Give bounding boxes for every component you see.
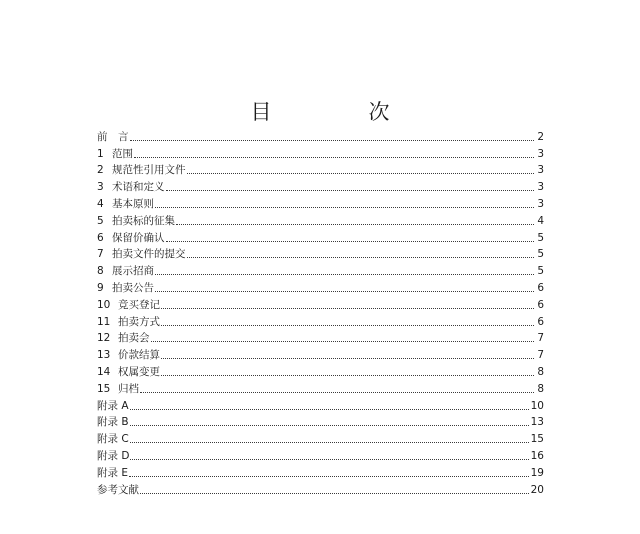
toc-entry-number: 2 (97, 164, 104, 177)
toc-entry-6[interactable] (97, 228, 544, 245)
toc-entry-10[interactable] (97, 295, 544, 312)
toc-entry-appendix-c[interactable] (97, 429, 544, 446)
dot-leader (130, 408, 529, 410)
toc-entry-3[interactable] (97, 177, 544, 194)
toc-entry-number: 7 (97, 248, 104, 261)
toc-entry-title: 附录 B (97, 416, 129, 429)
toc-entry-title: 拍卖方式 (118, 315, 160, 328)
dot-leader (155, 206, 534, 208)
toc-entry-number: 12 (97, 332, 111, 345)
toc-entry-title: 附录 C (97, 433, 129, 446)
toc-entry-number: 13 (97, 349, 111, 362)
toc-entry-page: 10 (530, 399, 544, 412)
toc-entry-page: 20 (530, 483, 544, 496)
toc-entry-title: 附录 A (97, 399, 129, 412)
toc-entry-page: 5 (537, 231, 544, 244)
dot-leader (151, 340, 535, 342)
toc-entry-4[interactable] (97, 194, 544, 211)
toc-entry-page: 16 (530, 449, 544, 462)
toc-entry-number: 6 (97, 231, 104, 244)
dot-leader (130, 424, 529, 426)
dot-leader (155, 273, 534, 275)
toc-entry-number: 11 (97, 315, 111, 328)
toc-entry-page: 5 (537, 248, 544, 261)
toc-entry-12[interactable] (97, 329, 544, 346)
toc-entry-5[interactable] (97, 211, 544, 228)
toc-entry-number: 10 (97, 298, 111, 311)
toc-entry-number: 8 (97, 265, 104, 278)
dot-leader (130, 139, 535, 141)
toc-entry-number: 15 (97, 382, 111, 395)
dot-leader (161, 357, 534, 359)
toc-entry-number: 9 (97, 281, 104, 294)
toc-entry-page: 13 (530, 416, 544, 429)
dot-leader (140, 492, 529, 494)
toc-entry-page: 19 (530, 466, 544, 479)
toc-entry-appendix-b[interactable] (97, 413, 544, 430)
toc-entry-title: 前 言 (97, 130, 129, 143)
toc-entry-page: 2 (537, 130, 544, 143)
toc-entry-page: 4 (537, 214, 544, 227)
dot-leader (166, 240, 535, 242)
toc-entry-page: 7 (537, 349, 544, 362)
toc-entry-title: 拍卖标的征集 (112, 214, 175, 227)
toc-entry-page: 5 (537, 265, 544, 278)
toc-entry-foreword[interactable] (97, 127, 544, 144)
toc-entry-title: 价款结算 (118, 349, 160, 362)
dot-leader (155, 290, 534, 292)
toc-entry-page: 3 (537, 181, 544, 194)
dot-leader (161, 324, 534, 326)
dot-leader (130, 458, 528, 460)
toc-entry-title: 归档 (118, 382, 139, 395)
dot-leader (130, 441, 529, 443)
toc-entry-title: 规范性引用文件 (112, 164, 186, 177)
toc-entry-14[interactable] (97, 362, 544, 379)
toc-entry-page: 15 (530, 433, 544, 446)
toc-entry-appendix-d[interactable] (97, 446, 544, 463)
dot-leader (140, 391, 534, 393)
toc-entry-page: 6 (537, 281, 544, 294)
dot-leader (161, 307, 534, 309)
toc-entry-page: 8 (537, 365, 544, 378)
toc-entry-page: 3 (537, 147, 544, 160)
toc-entry-number: 4 (97, 197, 104, 210)
toc-entry-number: 5 (97, 214, 104, 227)
toc-entry-page: 7 (537, 332, 544, 345)
dot-leader (129, 475, 529, 477)
toc-entry-2[interactable] (97, 161, 544, 178)
toc-entry-appendix-a[interactable] (97, 396, 544, 413)
toc-entry-number: 3 (97, 181, 104, 194)
toc-entry-title: 术语和定义 (112, 181, 165, 194)
dot-leader (166, 189, 535, 191)
toc-entry-references[interactable] (97, 480, 544, 497)
table-of-contents (97, 127, 544, 497)
dot-leader (161, 374, 534, 376)
toc-entry-8[interactable] (97, 261, 544, 278)
toc-entry-page: 6 (537, 298, 544, 311)
toc-entry-page: 6 (537, 315, 544, 328)
toc-entry-number: 14 (97, 365, 111, 378)
dot-leader (176, 223, 534, 225)
toc-entry-title: 范围 (112, 147, 133, 160)
toc-entry-appendix-e[interactable] (97, 463, 544, 480)
toc-entry-title: 参考文献 (97, 483, 139, 496)
toc-entry-title: 拍卖文件的提交 (112, 248, 186, 261)
dot-leader (187, 172, 535, 174)
toc-entry-1[interactable] (97, 144, 544, 161)
toc-entry-9[interactable] (97, 278, 544, 295)
toc-entry-page: 3 (537, 164, 544, 177)
toc-entry-13[interactable] (97, 345, 544, 362)
toc-entry-page: 3 (537, 197, 544, 210)
toc-entry-title: 附录 E (97, 466, 128, 479)
toc-entry-page: 8 (537, 382, 544, 395)
dot-leader (187, 256, 535, 258)
toc-entry-title: 展示招商 (112, 265, 154, 278)
toc-title: 目 次 (250, 100, 428, 124)
toc-entry-7[interactable] (97, 245, 544, 262)
toc-entry-11[interactable] (97, 312, 544, 329)
toc-entry-title: 拍卖公告 (112, 281, 154, 294)
toc-entry-title: 基本原则 (112, 197, 154, 210)
toc-entry-number: 1 (97, 147, 104, 160)
toc-entry-15[interactable] (97, 379, 544, 396)
dot-leader (134, 156, 534, 158)
toc-entry-title: 附录 D (97, 449, 130, 462)
toc-entry-title: 权属变更 (118, 365, 160, 378)
toc-entry-title: 竞买登记 (118, 298, 160, 311)
toc-entry-title: 拍卖会 (118, 332, 150, 345)
toc-entry-title: 保留价确认 (112, 231, 165, 244)
